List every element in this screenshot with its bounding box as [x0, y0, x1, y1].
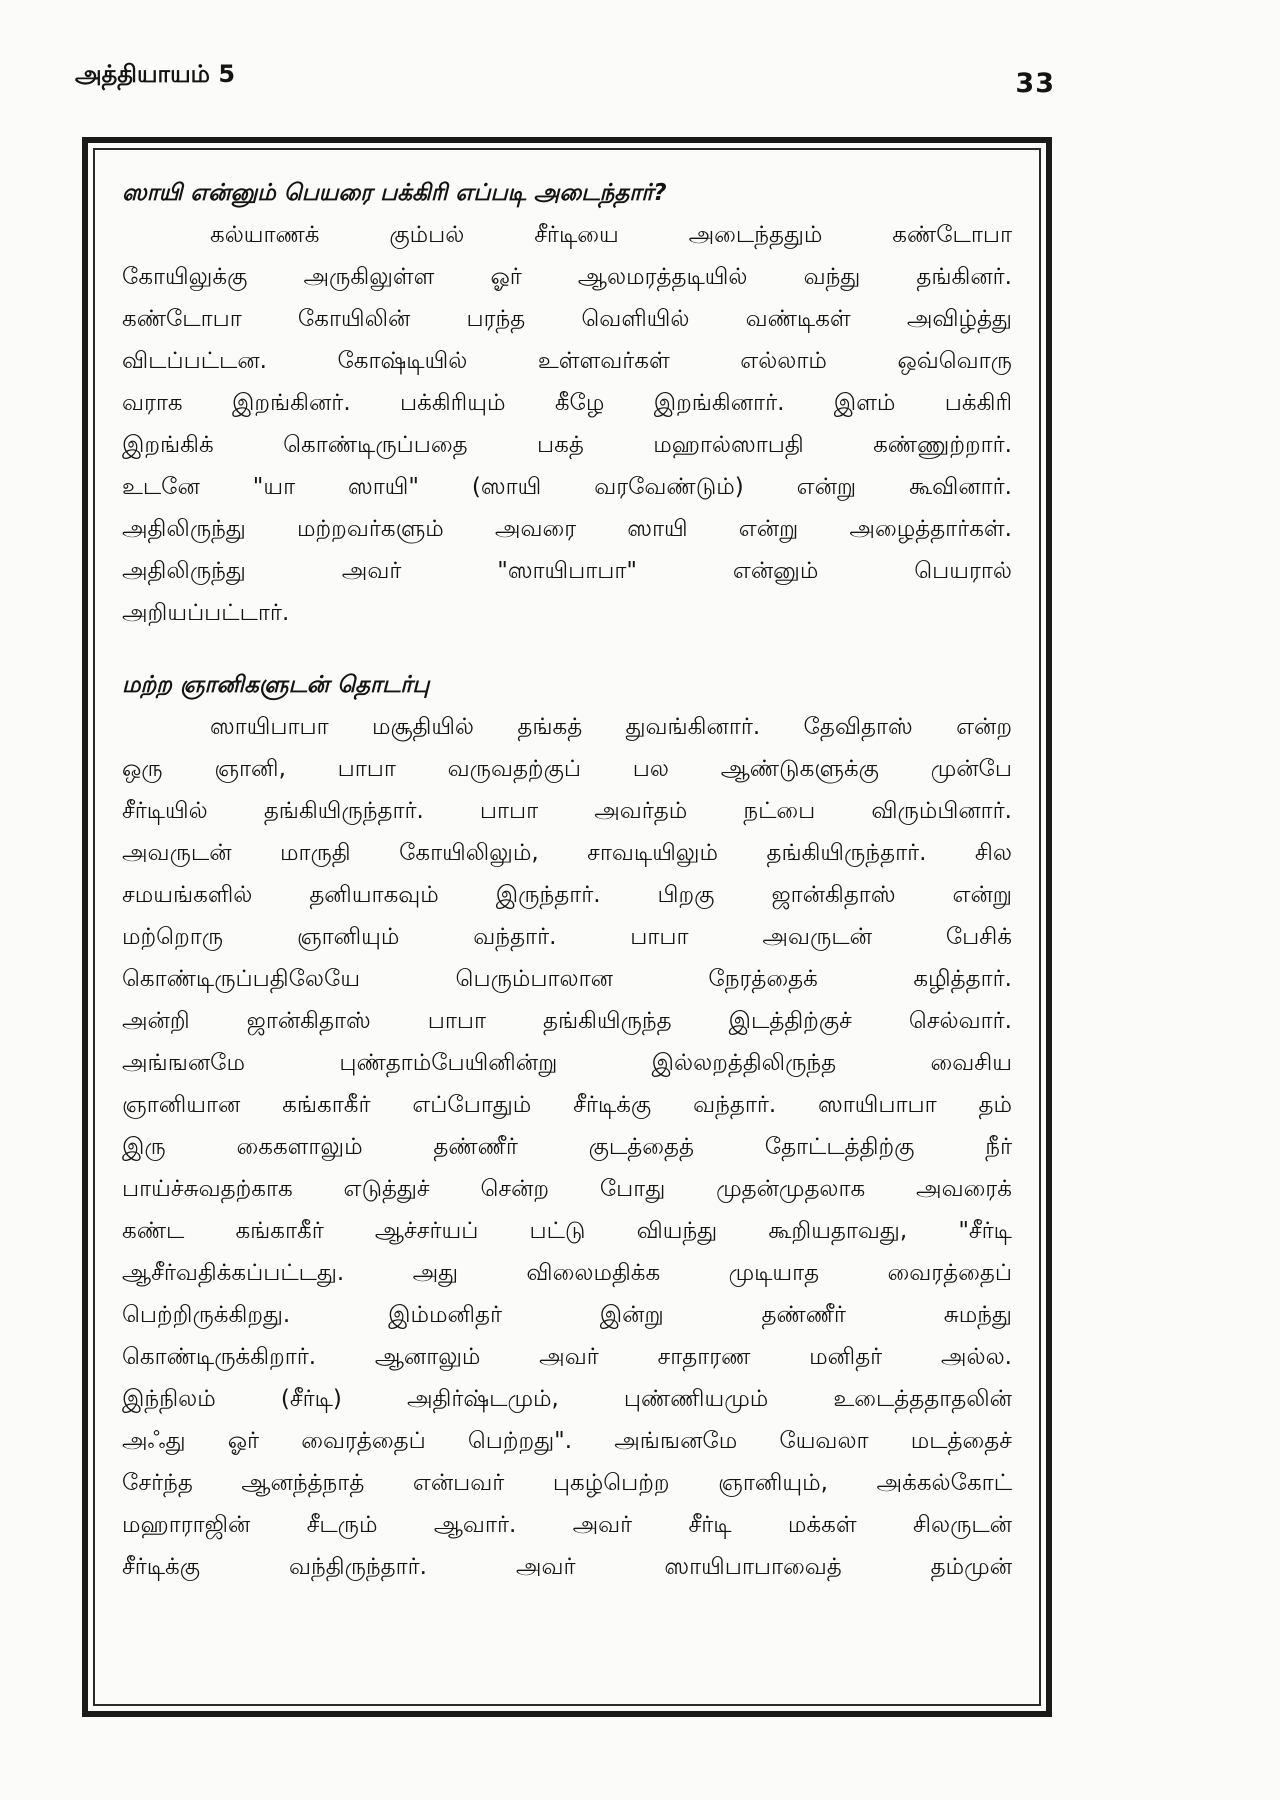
text-line: உடனே "யா ஸாயி" (ஸாயி வரவேண்டும்) என்று கூவினார். [122, 474, 1012, 500]
text-line: சமயங்களில் தனியாகவும் இருந்தார். பிறகு ஜான்கிதாஸ் என்று [122, 882, 1012, 908]
text-line: கண்டோபா கோயிலின் பரந்த வெளியில் வண்டிகள் அவிழ்த்து [122, 306, 1012, 332]
text-line: அங்ஙனமே புண்தாம்பேயினின்று இல்லறத்திலிருந்த வைசிய [122, 1050, 1012, 1076]
text-line: அறியப்பட்டார். [122, 600, 290, 626]
text-line: ஆசீர்வதிக்கப்பட்டது. அது விலைமதிக்க முடியாத வைரத்தைப் [122, 1260, 1012, 1286]
text-line: சீர்டிக்கு வந்திருந்தார். அவர் ஸாயிபாபாவைத் தம்முன் [122, 1554, 1012, 1580]
text-line: பாய்ச்சுவதற்காக எடுத்துச் சென்ற போது முதன்முதலாக அவரைக் [122, 1176, 1012, 1202]
text-line: விடப்பட்டன. கோஷ்டியில் உள்ளவர்கள் எல்லாம் ஒவ்வொரு [122, 348, 1012, 374]
text-line: அதிலிருந்து அவர் "ஸாயிபாபா" என்னும் பெயரால் [122, 558, 1012, 584]
text-line: அன்றி ஜான்கிதாஸ் பாபா தங்கியிருந்த இடத்திற்குச் செல்வார். [122, 1008, 1012, 1034]
page-number: 33 [1015, 68, 1055, 99]
text-line: மற்றொரு ஞானியும் வந்தார். பாபா அவருடன் பேசிக் [122, 924, 1012, 950]
text-line: கொண்டிருப்பதிலேயே பெரும்பாலான நேரத்தைக் கழித்தார். [122, 966, 1012, 992]
text-line: மஹாராஜின் சீடரும் ஆவார். அவர் சீர்டி மக்கள் சிலருடன் [122, 1512, 1012, 1538]
section-sai-name [122, 172, 1012, 634]
running-header [75, 60, 1055, 100]
text-line: அதிலிருந்து மற்றவர்களும் அவரை ஸாயி என்று அழைத்தார்கள். [122, 516, 1012, 542]
text-line: இந்நிலம் (சீர்டி) அதிர்ஷ்டமும், புண்ணியமும் உடைத்ததாதலின் [122, 1386, 1012, 1412]
text-line: சேர்ந்த ஆனந்த்நாத் என்பவர் புகழ்பெற்ற ஞானியும், அக்கல்கோட் [122, 1470, 1012, 1496]
section-other-saints [122, 664, 1012, 1588]
text-line: சீர்டியில் தங்கியிருந்தார். பாபா அவர்தம் நட்பை விரும்பினார். [122, 798, 1012, 824]
text-line: கோயிலுக்கு அருகிலுள்ள ஓர் ஆலமரத்தடியில் வந்து தங்கினர். [122, 264, 1012, 290]
text-line: கல்யாணக் கும்பல் சீர்டியை அடைந்ததும் கண்டோபா [210, 222, 1012, 248]
text-line: வராக இறங்கினர். பக்கிரியும் கீழே இறங்கினார். இளம் பக்கிரி [122, 390, 1012, 416]
section-heading: மற்ற ஞானிகளுடன் தொடர்பு [122, 672, 430, 698]
text-line: அவருடன் மாருதி கோயிலிலும், சாவடியிலும் தங்கியிருந்தார். சில [122, 840, 1012, 866]
text-line: கண்ட கங்காகீர் ஆச்சர்யப் பட்டு வியந்து கூறியதாவது, "சீர்டி [122, 1218, 1012, 1244]
text-block [122, 172, 1012, 1588]
section-heading: ஸாயி என்னும் பெயரை பக்கிரி எப்படி அடைந்தார்? [122, 180, 667, 206]
text-line: இரு கைகளாலும் தண்ணீர் குடத்தைத் தோட்டத்திற்கு நீர் [122, 1134, 1012, 1160]
chapter-label: அத்தியாயம் 5 [75, 60, 236, 88]
text-line: கொண்டிருக்கிறார். ஆனாலும் அவர் சாதாரண மனிதர் அல்ல. [122, 1344, 1012, 1370]
text-line: ஞானியான கங்காகீர் எப்போதும் சீர்டிக்கு வந்தார். ஸாயிபாபா தம் [122, 1092, 1012, 1118]
text-line: பெற்றிருக்கிறது. இம்மனிதர் இன்று தண்ணீர் சுமந்து [122, 1302, 1012, 1328]
text-line: ஒரு ஞானி, பாபா வருவதற்குப் பல ஆண்டுகளுக்கு முன்பே [122, 756, 1012, 782]
text-line: ஸாயிபாபா மசூதியில் தங்கத் துவங்கினார். தேவிதாஸ் என்ற [210, 714, 1012, 740]
text-line: அஃது ஓர் வைரத்தைப் பெற்றது". அங்ஙனமே யேவலா மடத்தைச் [122, 1428, 1012, 1454]
text-line: இறங்கிக் கொண்டிருப்பதை பகத் மஹால்ஸாபதி கண்ணுற்றார். [122, 432, 1012, 458]
